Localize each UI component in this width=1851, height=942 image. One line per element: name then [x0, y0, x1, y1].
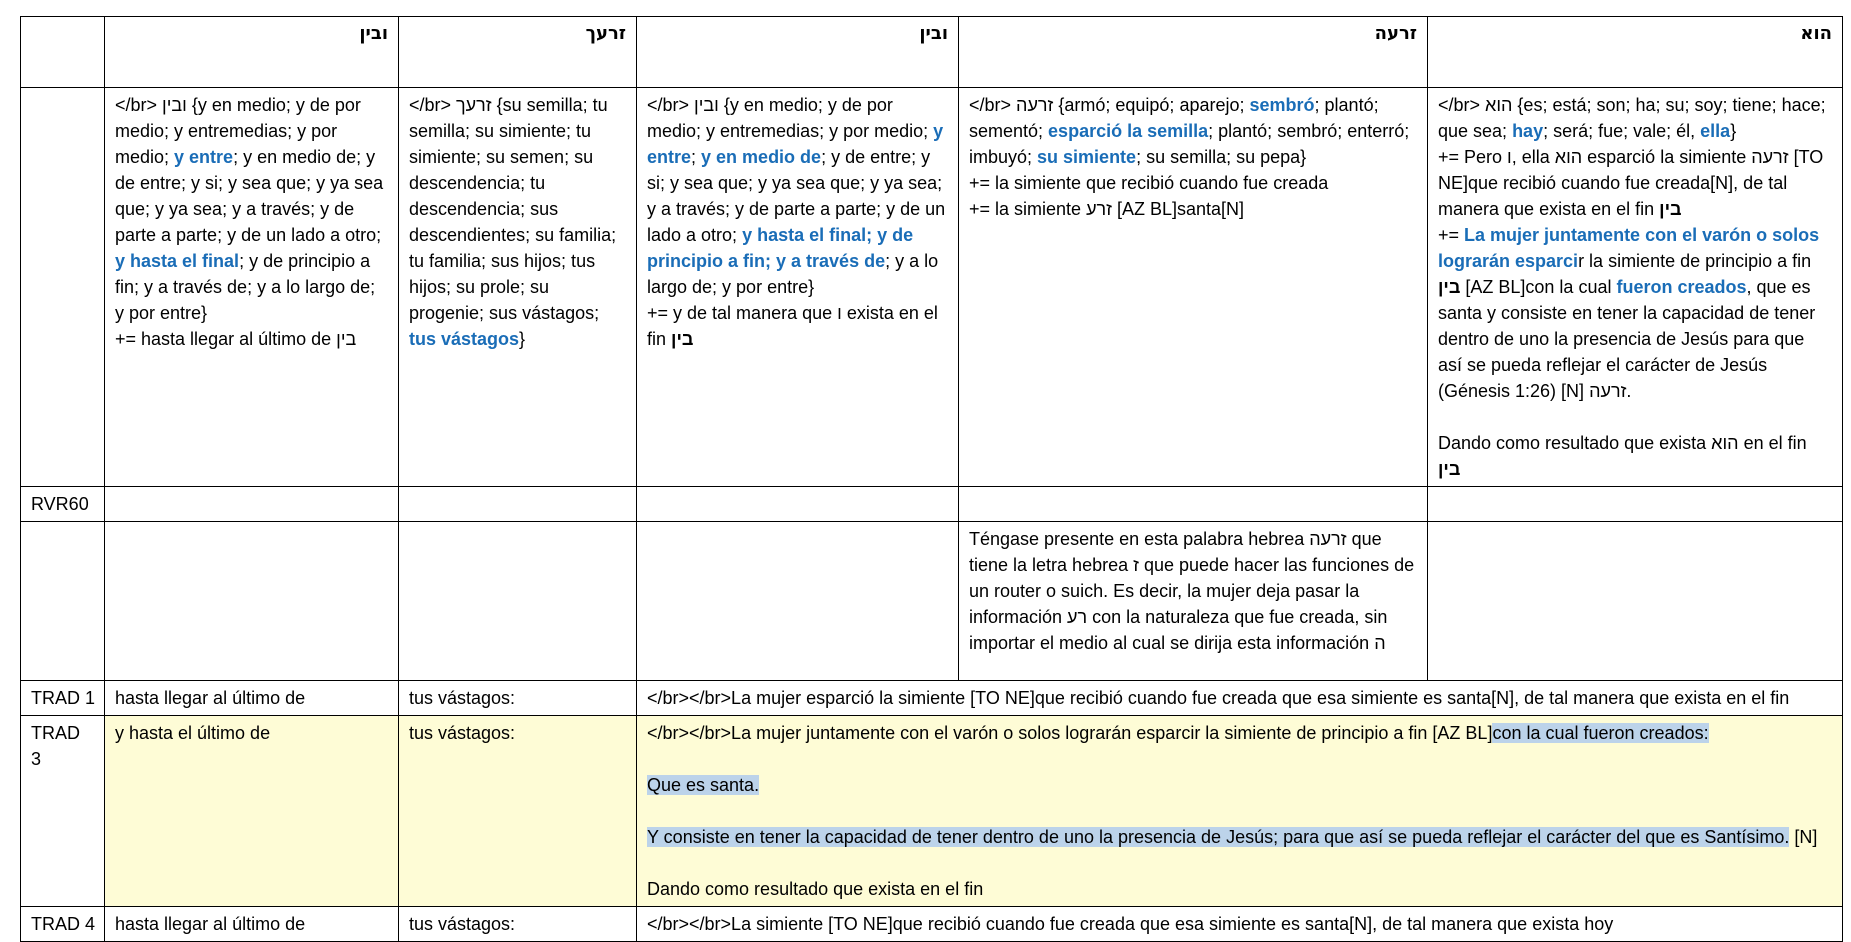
- trad1-translation[interactable]: </br></br>La mujer esparció la simiente [TO NE]que recibió cuando fue creada que esa simiente es santa[N], de tal manera que exista en el fin: [637, 681, 1843, 716]
- trad3-translation[interactable]: [637, 716, 1843, 907]
- def-text: }: [519, 329, 526, 349]
- def-text: </br> ובין {y en medio; y de por medio; y entremedias; y por medio;: [115, 95, 361, 167]
- rvr60-cell[interactable]: [637, 487, 959, 522]
- trad3-line-1: </br></br>La mujer juntamente con el varón o solos lograrán esparcir la simiente de principio a fin [AZ BL]: [647, 723, 1493, 743]
- def-text: ;: [691, 147, 702, 167]
- row-label-trad1: TRAD 1: [21, 681, 105, 716]
- def-hebrew-bold: בין: [1438, 459, 1461, 479]
- def-addition: Dando como resultado que exista הוא en el fin: [1438, 433, 1807, 453]
- def-addition: += y de tal manera que ו exista en el fin: [647, 303, 938, 349]
- hebrew-word-1[interactable]: ובין: [105, 17, 399, 88]
- rvr60-cell[interactable]: [959, 487, 1428, 522]
- note-cell[interactable]: [637, 522, 959, 681]
- trad3-line-4: Dando como resultado que exista en el fin: [647, 879, 984, 899]
- interlinear-table: [20, 16, 1843, 942]
- definition-cell-5[interactable]: [1428, 88, 1843, 487]
- definitions-row: [21, 88, 1843, 487]
- def-addition: +=: [1438, 225, 1465, 245]
- def-text: ; plantó; sembró; enterró; imbuyó;: [969, 121, 1410, 167]
- def-highlight: su simiente: [1037, 147, 1137, 167]
- note-cell[interactable]: [399, 522, 637, 681]
- trad4-translation[interactable]: </br></br>La simiente [TO NE]que recibió cuando fue creada que esa simiente es santa[N], de tal manera que exista hoy: [637, 907, 1843, 942]
- def-highlight: y de principio a fin: [647, 225, 914, 271]
- definition-cell-1[interactable]: [105, 88, 399, 487]
- definition-cell-2[interactable]: [399, 88, 637, 487]
- trad1-cell-2[interactable]: tus vástagos:: [399, 681, 637, 716]
- def-text: ; y de entre; y si; y sea que; y ya sea que; y ya sea; y a través; y de parte a parte; y de un lado a otro;: [647, 147, 946, 245]
- def-highlight: y entre: [647, 121, 944, 167]
- def-text: ; será; fue; vale; él,: [1543, 121, 1701, 141]
- row-label-trad3: TRAD 3: [21, 716, 105, 907]
- note-text-cell[interactable]: Téngase presente en esta palabra hebrea זרעה que tiene la letra hebrea ז que puede hacer las funciones de un router o suich. Es decir, la mujer deja pasar la información רע con la naturaleza que fue creada, sin importar el medio al cual se dirija esta información ה: [959, 522, 1428, 681]
- trad3-line-3-selected: Y consiste en tener la capacidad de tener dentro de uno la presencia de Jesús; para que así se pueda reflejar el carácter del que es Santísimo.: [647, 827, 1790, 847]
- def-addition: += la simiente que recibió cuando fue creada: [969, 173, 1329, 193]
- def-text: </br> ובין {y en medio; y de por medio; y entremedias; y por medio;: [647, 95, 934, 141]
- def-highlight: y hasta el final: [115, 251, 240, 271]
- def-highlight: sembró: [1249, 95, 1315, 115]
- note-label-cell: [21, 522, 105, 681]
- def-highlight: ella: [1700, 121, 1731, 141]
- hebrew-word-5[interactable]: הוא: [1428, 17, 1843, 88]
- trad3-line-1-selected: con la cual fueron creados:: [1492, 723, 1709, 743]
- def-text: , que es santa y consiste en tener la capacidad de tener dentro de uno la presencia de Jesús para que así se pueda reflejar el carácter de Jesús (Génesis 1:26) [N] זרעה.: [1438, 277, 1816, 401]
- def-highlight: La mujer juntamente con el varón o solos lograrán esparci: [1438, 225, 1820, 271]
- def-text: ;: [866, 225, 878, 245]
- trad1-cell-1[interactable]: hasta llegar al último de: [105, 681, 399, 716]
- def-text: [AZ BL]con la cual: [1460, 277, 1617, 297]
- hebrew-word-3[interactable]: ובין: [637, 17, 959, 88]
- rvr60-cell[interactable]: [105, 487, 399, 522]
- def-text: ; y a lo largo de; y por entre}: [647, 251, 939, 297]
- def-addition: += hasta llegar al último de בין: [115, 329, 357, 349]
- def-highlight: y en medio de: [701, 147, 822, 167]
- rvr60-cell[interactable]: [399, 487, 637, 522]
- trad3-line-2-selected: Que es santa.: [647, 775, 760, 795]
- hebrew-word-2[interactable]: זרעך: [399, 17, 637, 88]
- def-highlight: y a través de: [776, 251, 886, 271]
- def-text: </br> זרעך {su semilla; tu semilla; su simiente; tu simiente; su semen; su descendencia; tu descendencia; sus descendientes; su familia; tu familia; sus hijos; tus hijos; su prole; su progenie; sus vástagos;: [409, 95, 617, 323]
- trad3-cell-1[interactable]: y hasta el último de: [105, 716, 399, 907]
- rvr60-row: [21, 487, 1843, 522]
- trad4-cell-1[interactable]: hasta llegar al último de: [105, 907, 399, 942]
- definition-cell-3[interactable]: [637, 88, 959, 487]
- def-text: </br> זרעה {armó; equipó; aparejo;: [969, 95, 1250, 115]
- header-row: [21, 17, 1843, 88]
- row-label-trad4: TRAD 4: [21, 907, 105, 942]
- def-text: r la simiente de principio a fin: [1578, 251, 1812, 271]
- def-highlight: tus vástagos: [409, 329, 520, 349]
- def-addition: += Pero ו, ella הוא esparció la simiente זרעה [TO NE]que recibió cuando fue creada[N], de tal manera que exista en el fin: [1438, 147, 1824, 219]
- rvr60-cell[interactable]: [1428, 487, 1843, 522]
- header-cell-empty: [21, 17, 105, 88]
- trad4-cell-2[interactable]: tus vástagos:: [399, 907, 637, 942]
- trad3-line-3-note: [N]: [1789, 827, 1818, 847]
- def-highlight: esparció la semilla: [1048, 121, 1209, 141]
- def-text: ; plantó; sementó;: [969, 95, 1379, 141]
- note-cell[interactable]: [1428, 522, 1843, 681]
- row-label-rvr60: RVR60: [21, 487, 105, 522]
- def-hebrew-bold: בין: [1659, 199, 1682, 219]
- def-text: }: [1730, 121, 1737, 141]
- def-hebrew-bold: בין: [1438, 277, 1461, 297]
- def-text: ; su semilla; su pepa}: [1136, 147, 1307, 167]
- definitions-label-cell: [21, 88, 105, 487]
- hebrew-word-4[interactable]: זרעה: [959, 17, 1428, 88]
- def-hebrew-bold: בין: [671, 329, 694, 349]
- trad1-row: [21, 681, 1843, 716]
- def-addition: += la simiente זרע [AZ BL]santa[N]: [969, 199, 1245, 219]
- trad3-row: [21, 716, 1843, 907]
- trad3-cell-2[interactable]: tus vástagos:: [399, 716, 637, 907]
- note-cell[interactable]: [105, 522, 399, 681]
- note-row: [21, 522, 1843, 681]
- def-highlight: hay: [1512, 121, 1544, 141]
- def-highlight: y entre: [174, 147, 234, 167]
- def-text: ; y en medio de; y de entre; y si; y sea que; y ya sea que; y ya sea; y a través; y de parte a parte; y de un lado a otro;: [115, 147, 384, 245]
- def-text: ; y de principio a fin; y a través de; y a lo largo de; y por entre}: [115, 251, 376, 323]
- def-highlight: y hasta el final: [742, 225, 867, 245]
- trad4-row: [21, 907, 1843, 942]
- def-text: ;: [765, 251, 777, 271]
- definition-cell-4[interactable]: [959, 88, 1428, 487]
- def-text: </br> הוא {es; está; son; ha; su; soy; tiene; hace; que sea;: [1438, 95, 1826, 141]
- def-highlight: fueron creados: [1616, 277, 1747, 297]
